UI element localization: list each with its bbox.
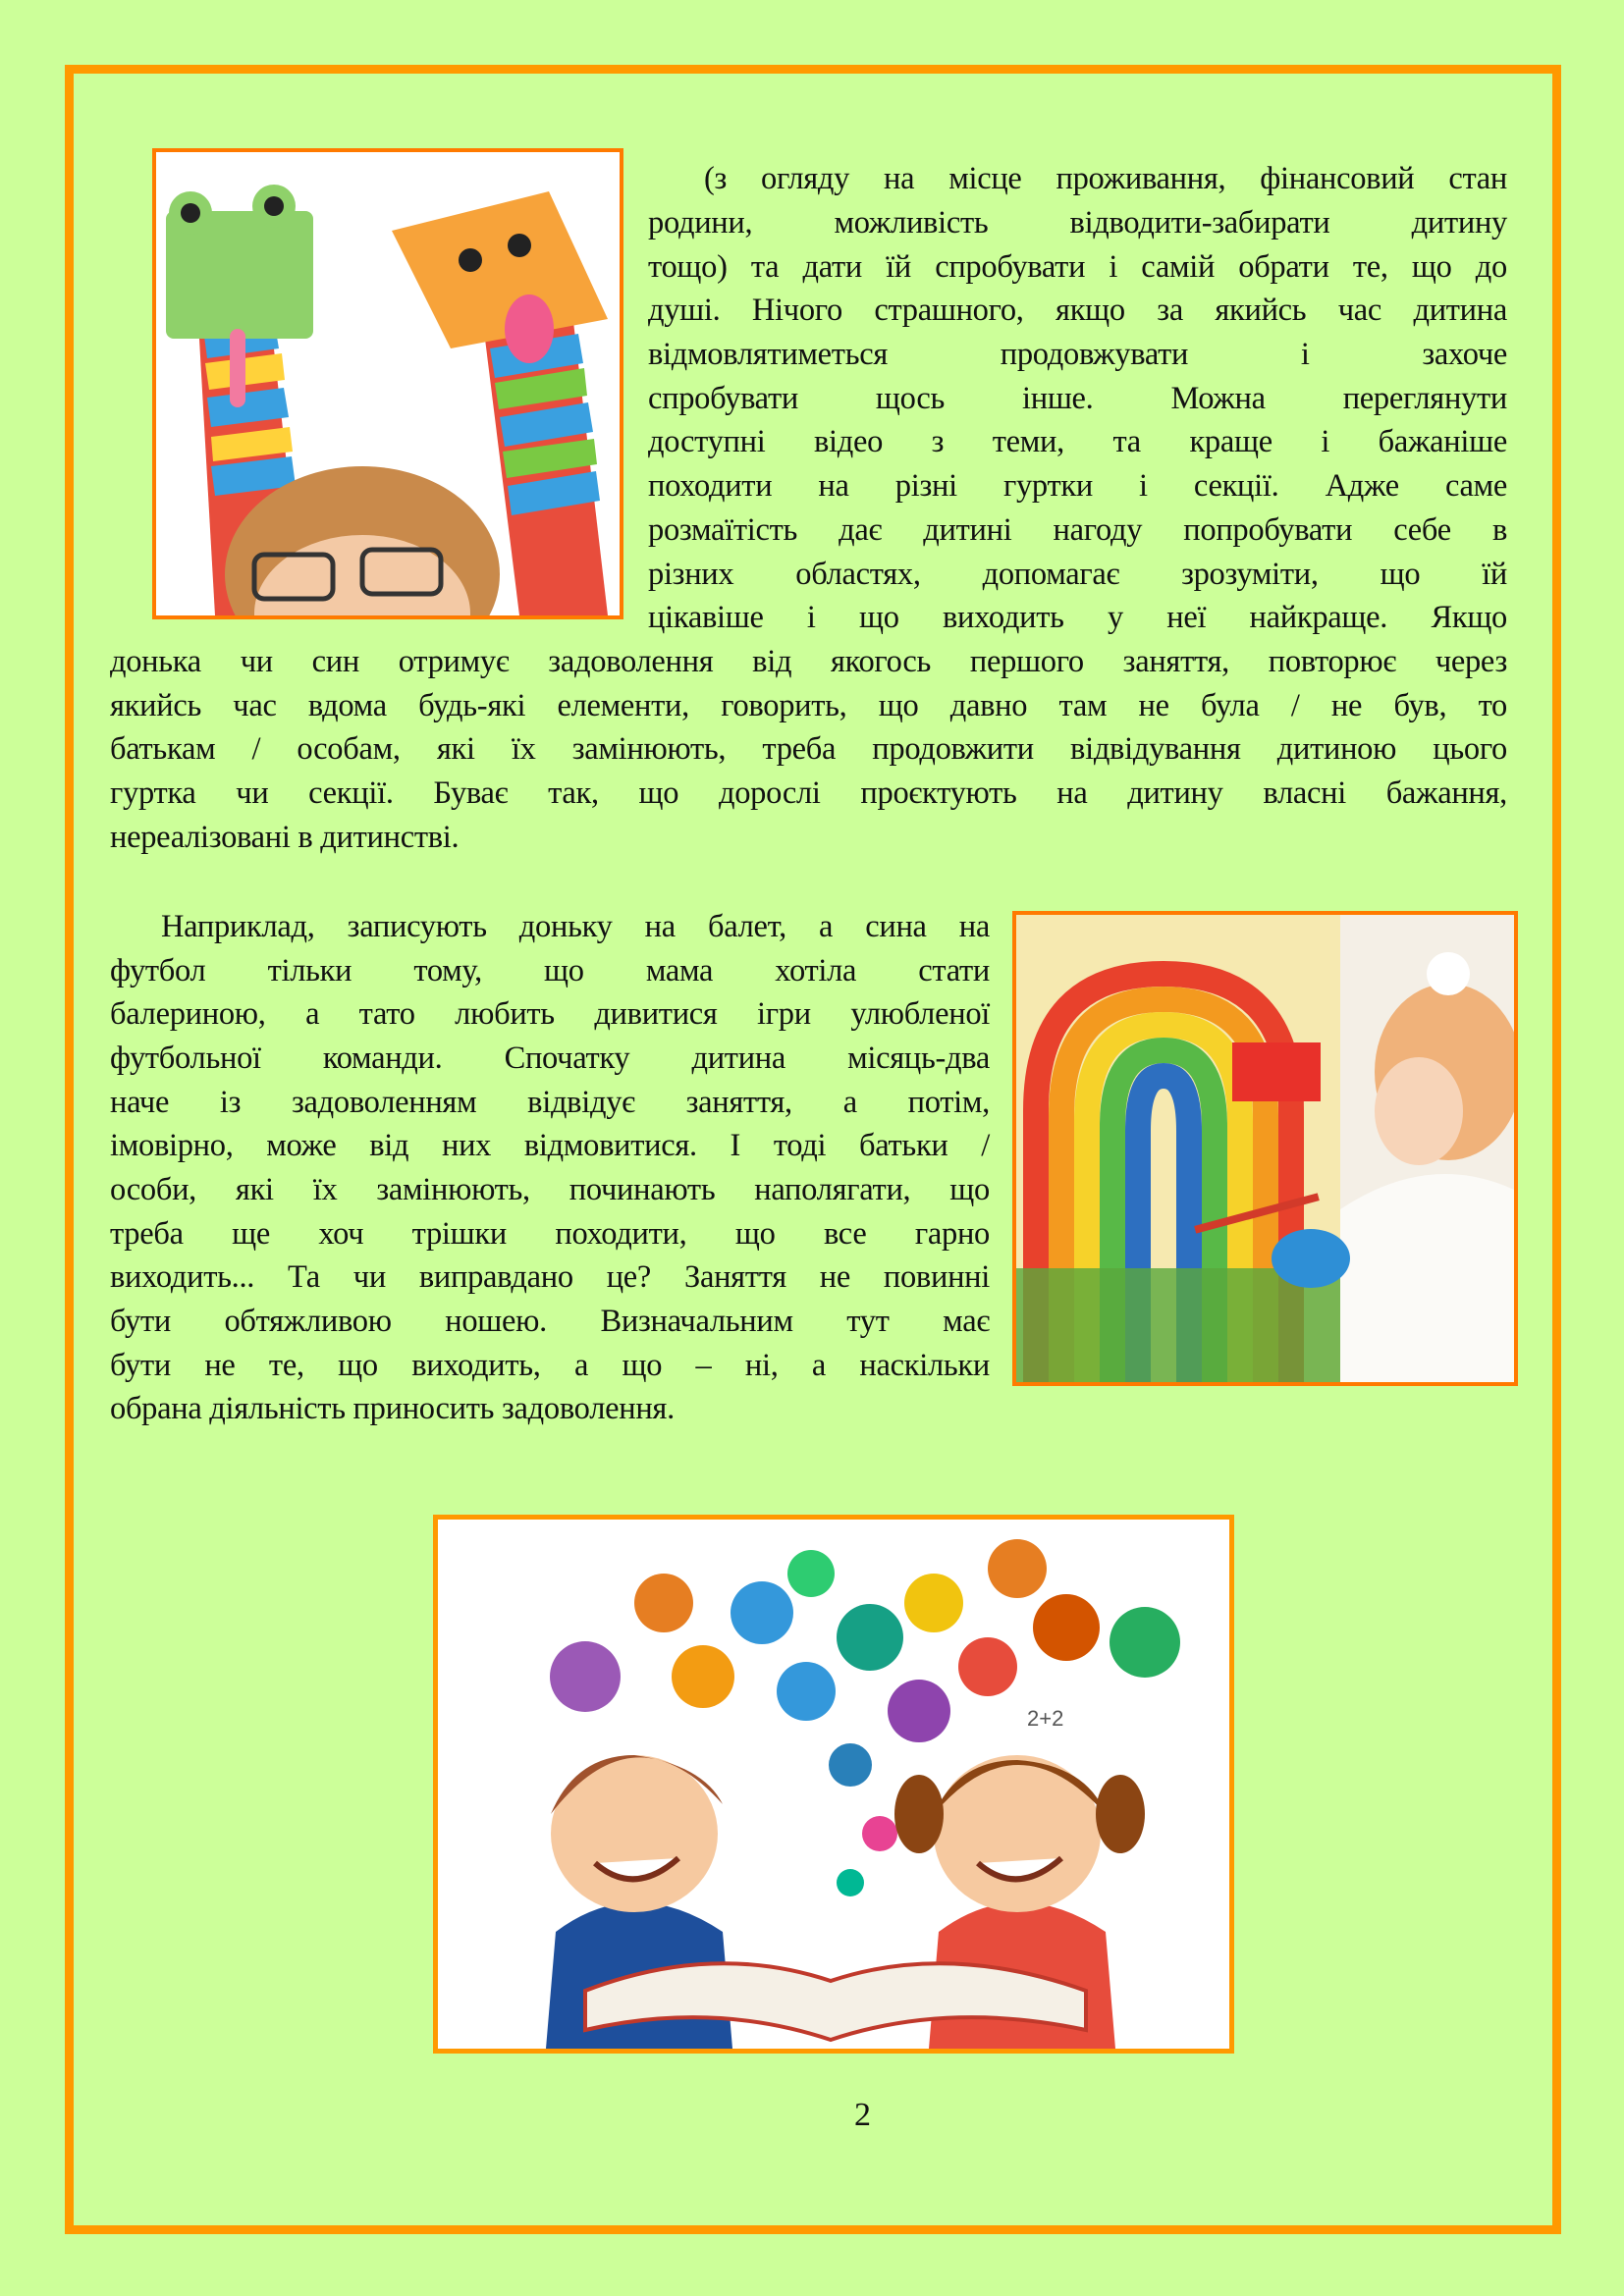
math-text: 2+2 (1027, 1706, 1064, 1731)
paragraph1-line: якийсь час вдома будь-які елементи, говорить, що давно там не була / не був, то (110, 688, 1507, 723)
page-number: 2 (854, 2097, 871, 2133)
paragraph2-line: особи, які їх замінюють, починають наполягати, що (110, 1172, 990, 1207)
paragraph1-line: гуртка чи секції. Буває так, що дорослі проєктують на дитину власні бажання, (110, 775, 1507, 811)
paragraph1-line: душі. Нічого страшного, якщо за якийсь час дитина (648, 293, 1507, 328)
paragraph1-line: тощо) та дати їй спробувати і самій обрати те, що до (648, 249, 1507, 285)
paragraph2-line: треба ще хоч трішки походити, що все гарно (110, 1216, 990, 1252)
paragraph2-line: футбольної команди. Спочатку дитина місяць-два (110, 1041, 990, 1076)
paragraph1-line: (з огляду на місце проживання, фінансовий стан (704, 161, 1507, 196)
paragraph1-line: донька чи син отримує задоволення від якогось першого заняття, повторює через (110, 644, 1507, 679)
paragraph2-line: балериною, а тато любить дивитися ігри улюбленої (110, 996, 990, 1032)
paragraph1-line: доступні відео з теми, та краще і бажаніше (648, 424, 1507, 459)
paragraph2-line: виходить... Та чи виправдано це? Заняття не повинні (110, 1259, 990, 1295)
paragraph2-line: імовірно, може від них відмовитися. І тоді батьки / (110, 1128, 990, 1163)
paragraph1-line: спробувати щось інше. Можна переглянути (648, 381, 1507, 416)
paragraph1-line: розмаїтість дає дитині нагоду попробувати себе в (648, 512, 1507, 548)
paragraph2-line: бути обтяжливою ношею. Визначальним тут має (110, 1304, 990, 1339)
painting-image (1012, 911, 1518, 1386)
paragraph1-line: нереалізовані в дитинстві. (110, 820, 460, 855)
paragraph1-line: родини, можливість відводити-забирати дитину (648, 205, 1507, 240)
kids-book-image (433, 1515, 1234, 2054)
paragraph2-line: наче із задоволенням відвідує заняття, а потім, (110, 1085, 990, 1120)
paragraph2-line: бути не те, що виходить, а що – ні, а наскільки (110, 1348, 990, 1383)
puppets-image (152, 148, 623, 619)
paragraph1-line: батькам / особам, які їх замінюють, треба продовжити відвідування дитиною цього (110, 731, 1507, 767)
paragraph1-line: різних областях, допомагає зрозуміти, що їй (648, 557, 1507, 592)
paragraph2-line: обрана діяльність приносить задоволення. (110, 1391, 675, 1426)
paragraph2-line: футбол тільки тому, що мама хотіла стати (110, 953, 990, 988)
paragraph1-line: цікавіше і що виходить у неї найкраще. Якщо (648, 600, 1507, 635)
paragraph1-line: походити на різні гуртки і секції. Адже саме (648, 468, 1507, 504)
paragraph2-line: Наприклад, записують доньку на балет, а сина на (161, 909, 990, 944)
paragraph1-line: відмовлятиметься продовжувати і захоче (648, 337, 1507, 372)
